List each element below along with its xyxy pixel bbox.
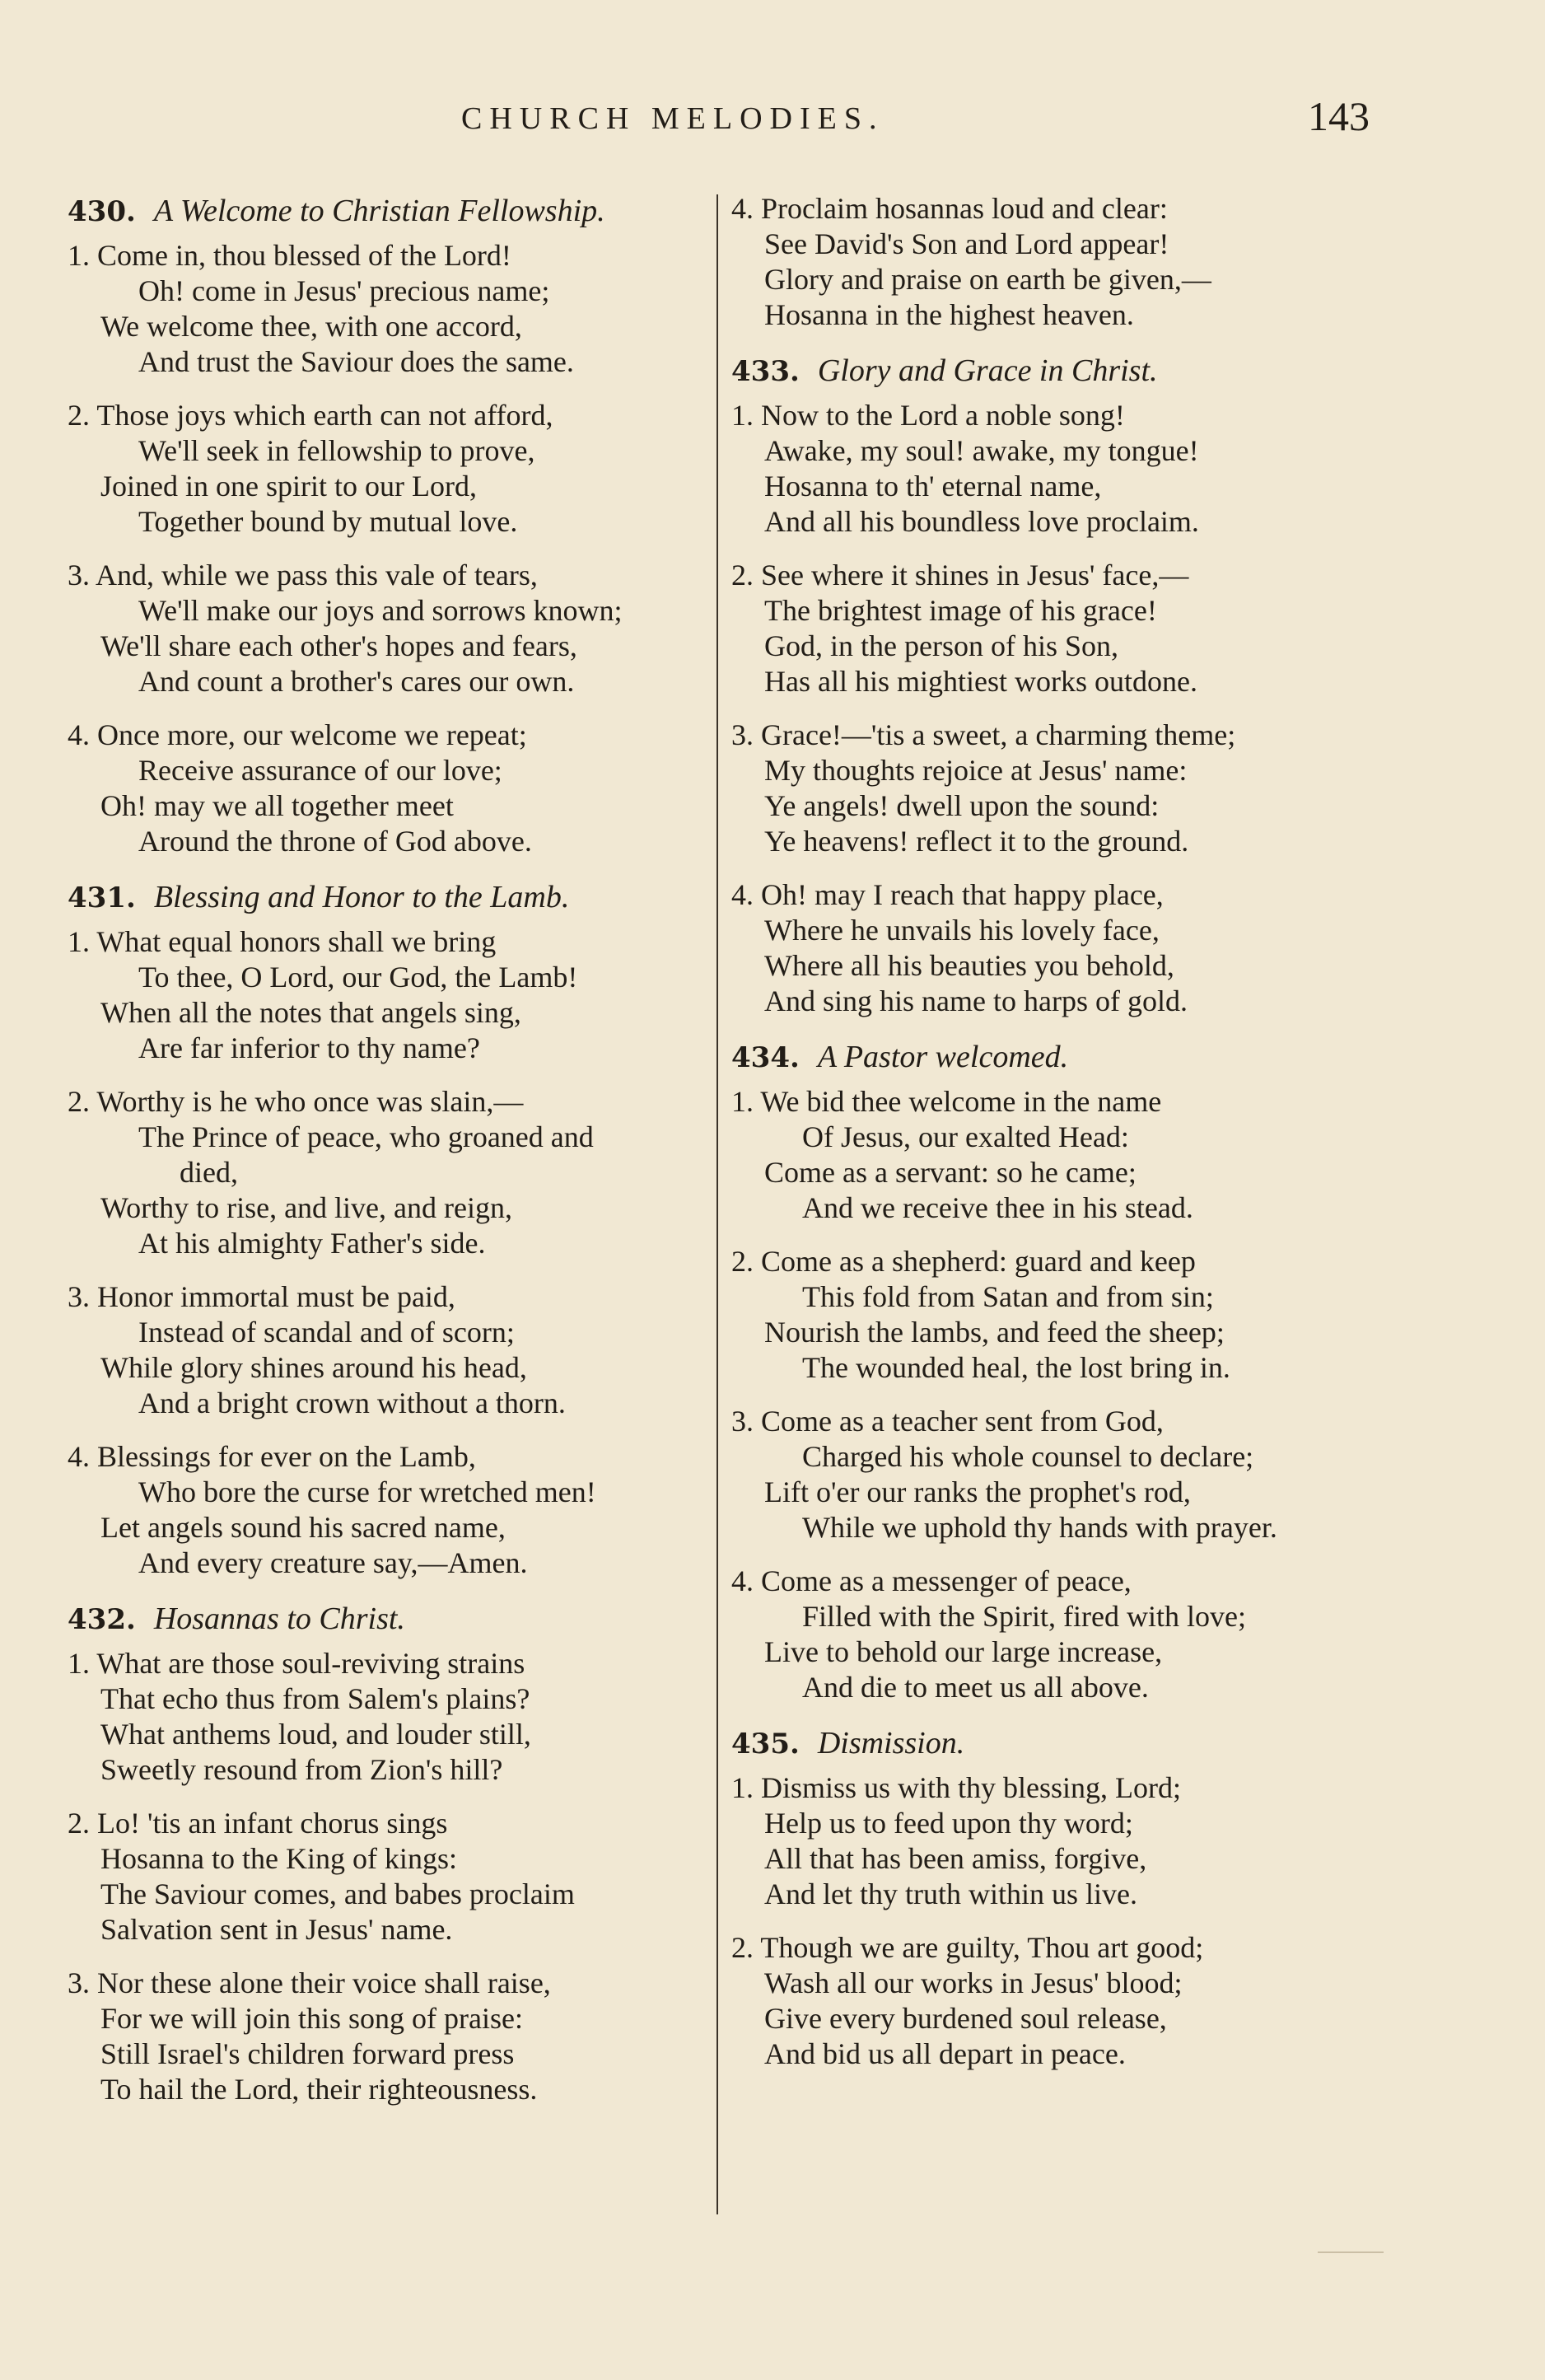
verse-line: 1. We bid thee welcome in the name xyxy=(731,1085,1162,1118)
hymn xyxy=(68,877,715,1581)
verse-line: The Prince of peace, who groaned and xyxy=(138,1120,594,1153)
footer-smudge xyxy=(1318,2251,1384,2253)
verse-line: 3. Nor these alone their voice shall raise, xyxy=(68,1966,551,1999)
verse-line: 1. What are those soul-reviving strains xyxy=(68,1647,525,1680)
hymn-heading xyxy=(68,877,715,918)
verse-line: 3. Come as a teacher sent from God, xyxy=(731,1405,1164,1438)
verse-line: Awake, my soul! awake, my tongue! xyxy=(764,434,1199,467)
verse xyxy=(68,1084,715,1261)
verse-line: To hail the Lord, their righteousness. xyxy=(100,2073,538,2106)
verse-line: 4. Oh! may I reach that happy place, xyxy=(731,878,1164,911)
verse-line: 4. Proclaim hosannas loud and clear: xyxy=(731,192,1168,225)
verse-line: 4. Come as a messenger of peace, xyxy=(731,1564,1132,1597)
verse-line: What anthems loud, and louder still, xyxy=(100,1718,531,1751)
hymn xyxy=(731,1723,1382,2072)
verse-line: And die to meet us all above. xyxy=(802,1671,1149,1704)
verse-line: Around the throne of God above. xyxy=(138,825,532,858)
hymn-title: A Pastor welcomed. xyxy=(817,1040,1069,1074)
hymn-title: Glory and Grace in Christ. xyxy=(817,353,1158,388)
verse-line: That echo thus from Salem's plains? xyxy=(100,1682,530,1715)
running-header: CHURCH MELODIES. xyxy=(461,101,885,136)
verse-line: 3. And, while we pass this vale of tears, xyxy=(68,559,538,591)
column-divider xyxy=(716,194,718,2214)
verse-line: And a bright crown without a thorn. xyxy=(138,1386,566,1419)
verse xyxy=(731,398,1382,540)
verse-line: Of Jesus, our exalted Head: xyxy=(802,1120,1129,1153)
verse-line: Together bound by mutual love. xyxy=(138,505,518,538)
hymn-heading xyxy=(731,1723,1382,1764)
verse-line: We'll share each other's hopes and fears, xyxy=(100,629,577,662)
verse-line: See David's Son and Lord appear! xyxy=(764,227,1169,260)
verse-line: 4. Blessings for ever on the Lamb, xyxy=(68,1440,476,1473)
verse-line: Receive assurance of our love; xyxy=(138,754,502,787)
verse-line: Help us to feed upon thy word; xyxy=(764,1807,1133,1840)
verse-line: We welcome thee, with one accord, xyxy=(100,310,522,343)
hymn-number: 433. xyxy=(731,355,800,388)
page-number: 143 xyxy=(1308,93,1370,139)
verse-line: My thoughts rejoice at Jesus' name: xyxy=(764,754,1188,787)
verse xyxy=(68,238,715,380)
verse-line: Joined in one spirit to our Lord, xyxy=(100,470,477,503)
verse-line: And every creature say,—Amen. xyxy=(138,1546,528,1579)
hymn-heading xyxy=(68,1599,715,1639)
verse-line: Has all his mightiest works outdone. xyxy=(764,665,1197,698)
verse-line: The wounded heal, the lost bring in. xyxy=(802,1351,1230,1384)
verse-line: Live to behold our large increase, xyxy=(764,1635,1163,1668)
verse-line: When all the notes that angels sing, xyxy=(100,996,521,1029)
hymn xyxy=(68,1599,715,2107)
verse-line: To thee, O Lord, our God, the Lamb! xyxy=(138,961,578,994)
verse-line: Give every burdened soul release, xyxy=(764,2002,1167,2035)
verse-line: Hosanna to th' eternal name, xyxy=(764,470,1102,503)
verse-line: Lift o'er our ranks the prophet's rod, xyxy=(764,1475,1191,1508)
verse-line: 3. Grace!—'tis a sweet, a charming theme; xyxy=(731,718,1236,751)
verse xyxy=(68,1806,715,1947)
verse-line: 1. Come in, thou blessed of the Lord! xyxy=(68,239,511,272)
verse-line: Oh! come in Jesus' precious name; xyxy=(138,274,550,307)
verse xyxy=(731,1930,1382,2072)
verse-line: 1. Dismiss us with thy blessing, Lord; xyxy=(731,1771,1182,1804)
hymn xyxy=(68,191,715,859)
hymn-number: 434. xyxy=(731,1041,800,1074)
verse-line: While we uphold thy hands with prayer. xyxy=(802,1511,1277,1544)
verse-line: For we will join this song of praise: xyxy=(100,2002,523,2035)
verse-line: Where he unvails his lovely face, xyxy=(764,914,1160,947)
verse-line: 2. Worthy is he who once was slain,— xyxy=(68,1085,524,1118)
hymn-title: A Welcome to Christian Fellowship. xyxy=(153,194,605,228)
right-column xyxy=(731,191,1382,2090)
verse-line: And all his boundless love proclaim. xyxy=(764,505,1199,538)
verse-line: We'll make our joys and sorrows known; xyxy=(138,594,623,627)
verse-line: The brightest image of his grace! xyxy=(764,594,1157,627)
verse-line: Wash all our works in Jesus' blood; xyxy=(764,1966,1183,1999)
verse-line: God, in the person of his Son, xyxy=(764,629,1118,662)
verse-line: 2. Come as a shepherd: guard and keep xyxy=(731,1245,1196,1278)
verse xyxy=(68,558,715,699)
verse-line: Oh! may we all together meet xyxy=(100,789,454,822)
hymn-title: Blessing and Honor to the Lamb. xyxy=(153,880,570,914)
verse-line: Worthy to rise, and live, and reign, xyxy=(100,1191,512,1224)
verse-line: And bid us all depart in peace. xyxy=(764,2037,1126,2070)
verse xyxy=(731,558,1382,699)
verse xyxy=(731,1564,1382,1705)
verse xyxy=(731,1244,1382,1386)
verse-line: Ye angels! dwell upon the sound: xyxy=(764,789,1160,822)
verse xyxy=(731,1770,1382,1912)
verse-line: And trust the Saviour does the same. xyxy=(138,345,574,378)
verse xyxy=(731,1084,1382,1226)
verse-line: Hosanna in the highest heaven. xyxy=(764,298,1134,331)
hymn-title: Dismission. xyxy=(817,1726,965,1760)
verse-line: We'll seek in fellowship to prove, xyxy=(138,434,535,467)
verse-line: Hosanna to the King of kings: xyxy=(100,1842,457,1875)
verse-line: 3. Honor immortal must be paid, xyxy=(68,1280,455,1313)
verse-line: 4. Once more, our welcome we repeat; xyxy=(68,718,527,751)
verse-line: All that has been amiss, forgive, xyxy=(764,1842,1147,1875)
verse-line: 2. Those joys which earth can not afford, xyxy=(68,399,553,432)
verse xyxy=(68,1279,715,1421)
verse xyxy=(731,718,1382,859)
verse xyxy=(731,191,1382,333)
verse-line: And we receive thee in his stead. xyxy=(802,1191,1193,1224)
hymn xyxy=(731,191,1382,333)
verse xyxy=(68,1646,715,1788)
hymn-number: 431. xyxy=(68,881,136,914)
hymn-heading xyxy=(731,1037,1382,1078)
verse xyxy=(731,1404,1382,1545)
verse-line: And count a brother's cares our own. xyxy=(138,665,575,698)
hymn-number: 430. xyxy=(68,195,136,228)
verse xyxy=(68,718,715,859)
verse-line: Where all his beauties you behold, xyxy=(764,949,1174,982)
hymn xyxy=(731,1037,1382,1705)
hymn-title: Hosannas to Christ. xyxy=(153,1601,405,1636)
verse-line: Come as a servant: so he came; xyxy=(764,1156,1137,1189)
verse-line: Glory and praise on earth be given,— xyxy=(764,263,1211,296)
verse xyxy=(68,1966,715,2107)
verse-line: This fold from Satan and from sin; xyxy=(802,1280,1214,1313)
verse-line: Are far inferior to thy name? xyxy=(138,1031,480,1064)
hymn-heading xyxy=(68,191,715,231)
verse-line: died, xyxy=(180,1156,238,1189)
hymn-number: 435. xyxy=(731,1728,800,1760)
hymn-number: 432. xyxy=(68,1603,136,1636)
verse-line: 2. Lo! 'tis an infant chorus sings xyxy=(68,1807,448,1840)
verse-line: Salvation sent in Jesus' name. xyxy=(100,1913,453,1946)
verse-line: Who bore the curse for wretched men! xyxy=(138,1475,596,1508)
verse-line: Nourish the lambs, and feed the sheep; xyxy=(764,1316,1225,1349)
verse-line: 1. What equal honors shall we bring xyxy=(68,925,497,958)
hymn-heading xyxy=(731,351,1382,391)
verse-line: Let angels sound his sacred name, xyxy=(100,1511,506,1544)
verse-line: 2. Though we are guilty, Thou art good; xyxy=(731,1931,1204,1964)
verse-line: While glory shines around his head, xyxy=(100,1351,527,1384)
verse-line: The Saviour comes, and babes proclaim xyxy=(100,1877,575,1910)
verse xyxy=(731,877,1382,1019)
left-column xyxy=(68,191,715,2125)
verse xyxy=(68,398,715,540)
verse-line: Ye heavens! reflect it to the ground. xyxy=(764,825,1189,858)
verse-line: 1. Now to the Lord a noble song! xyxy=(731,399,1125,432)
verse-line: And let thy truth within us live. xyxy=(764,1877,1137,1910)
verse-line: At his almighty Father's side. xyxy=(138,1227,486,1260)
verse-line: Still Israel's children forward press xyxy=(100,2037,515,2070)
verse xyxy=(68,1439,715,1581)
verse-line: Filled with the Spirit, fired with love; xyxy=(802,1600,1246,1633)
verse-line: Instead of scandal and of scorn; xyxy=(138,1316,515,1349)
verse-line: Sweetly resound from Zion's hill? xyxy=(100,1753,503,1786)
verse-line: Charged his whole counsel to declare; xyxy=(802,1440,1254,1473)
hymn xyxy=(731,351,1382,1019)
verse xyxy=(68,924,715,1066)
verse-line: 2. See where it shines in Jesus' face,— xyxy=(731,559,1189,591)
verse-line: And sing his name to harps of gold. xyxy=(764,984,1188,1017)
